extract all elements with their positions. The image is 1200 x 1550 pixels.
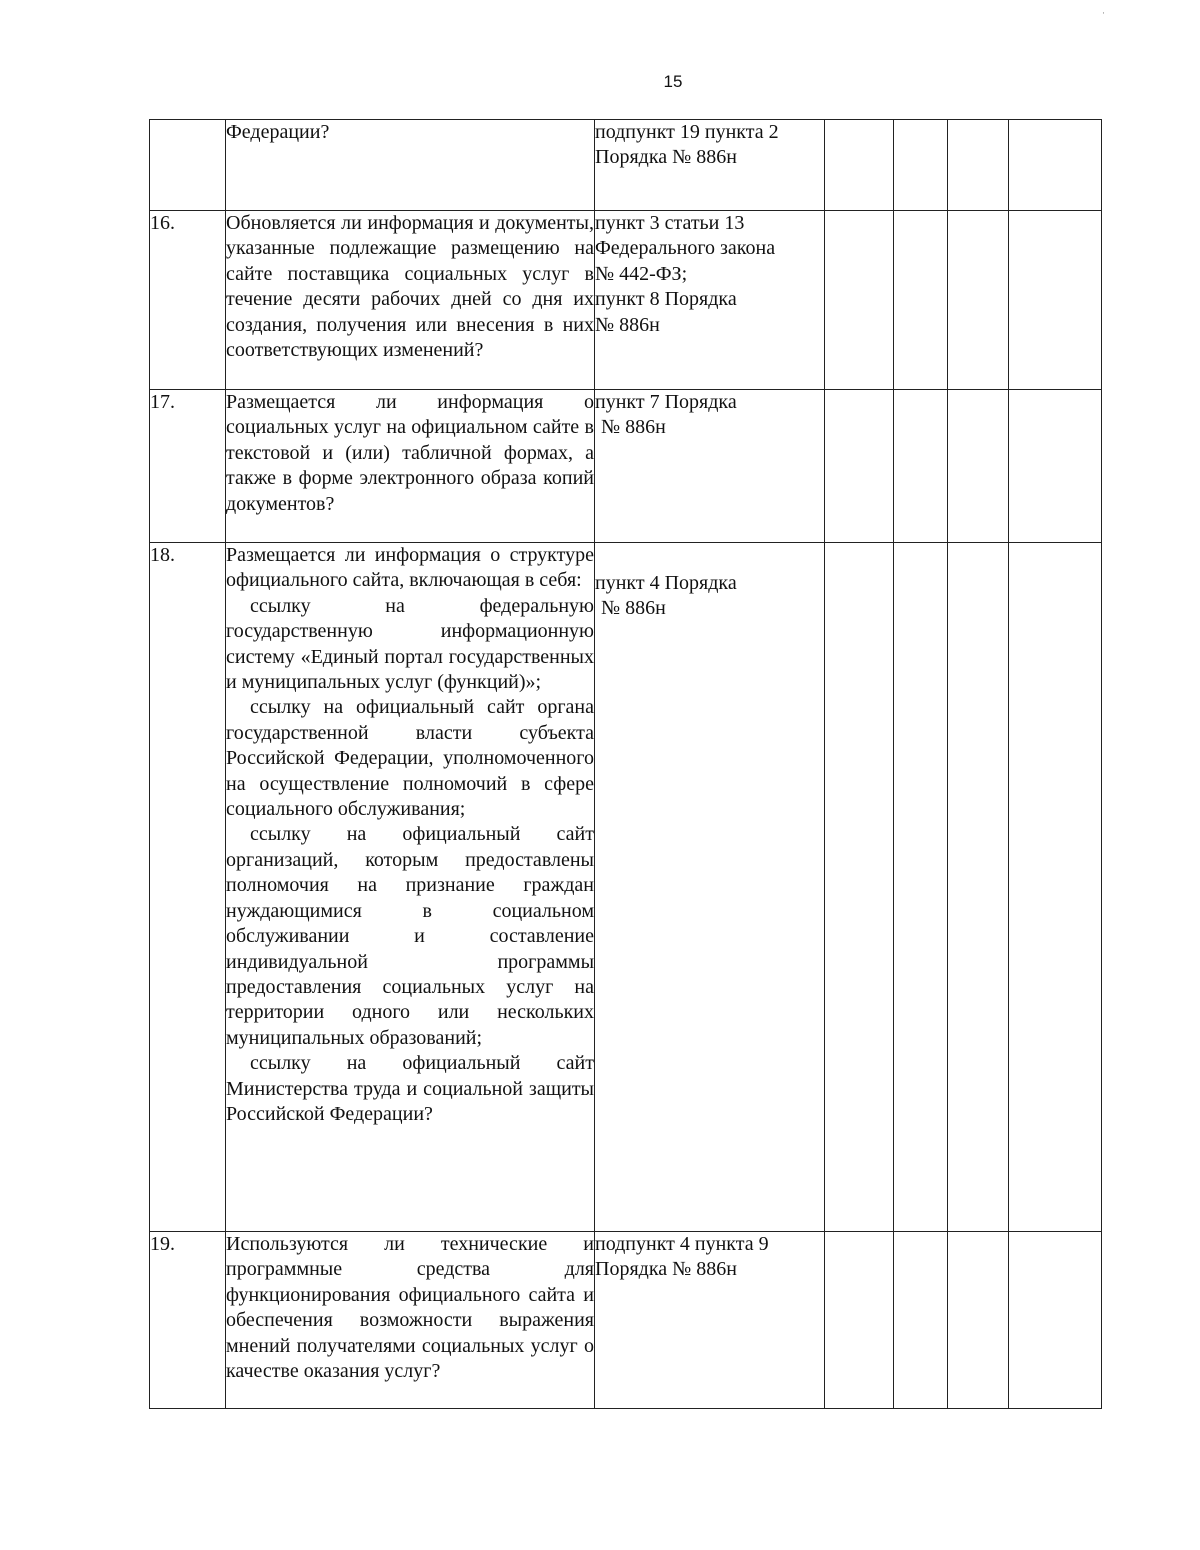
question-text: Используются ли технические и программные средства для функционирования официального сайта и обеспечения возможности выражения мнений получателями социальных услуг о качестве оказания услуг? [226,1233,594,1383]
mark-cell [825,543,894,1232]
mark-cell [894,120,948,211]
reference-line: № 886н [601,597,666,620]
reference-line: Федерального закона [595,237,776,260]
table-row [150,120,1102,211]
question-list-item: ссылку на официальный сайт Министерства труда и социальной защиты Российской Федерации? [226,1052,594,1125]
reference-cell [595,120,825,211]
checklist-table [149,119,1102,1409]
reference-line: Порядка № 886н [595,146,737,169]
question-list-item: ссылку на федеральную государственную информационную систему «Единый портал государственных и муниципальных услуг (функций)»; [226,594,594,694]
mark-cell [825,390,894,543]
question-cell [226,543,595,1232]
mark-cell [948,543,1009,1232]
question-text: Размещается ли информация о социальных услуг на официальном сайте в текстовой и (или) табличной формах, а также в форме электронного образа копий документов? [226,391,594,515]
reference-line: Порядка № 886н [595,1258,737,1281]
table-row [150,211,1102,390]
mark-cell [1009,390,1102,543]
question-list-item: ссылку на официальный сайт организаций, которым предоставлены полномочия на признание граждан нуждающимися в социальном обслуживании и составление индивидуальной программы предоставления социальных услуг на территории одного или нескольких муниципальных образований; [226,823,594,1049]
question-intro: Размещается ли информация о структуре официального сайта, включающая в себя: [226,544,594,592]
mark-cell [894,211,948,390]
question-cell [226,390,595,543]
reference-line: пункт 3 статьи 13 [595,212,745,234]
mark-cell [948,211,1009,390]
mark-cell [948,120,1009,211]
mark-cell [1009,1232,1102,1409]
mark-cell [894,543,948,1232]
question-cell [226,211,595,390]
row-number: 17. [150,390,226,543]
row-number: 16. [150,211,226,390]
reference-line: № 442-ФЗ; [595,262,688,285]
reference-line: пункт 8 Порядка [595,288,737,311]
reference-line: подпункт 19 пункта 2 [595,121,779,143]
reference-line: пункт 4 Порядка [595,572,737,594]
mark-cell [1009,543,1102,1232]
question-list-item: ссылку на официальный сайт органа государственной власти субъекта Российской Федерации, уполномоченного на осуществление полномочий в сфере социального обслуживания; [226,696,594,821]
scan-mark: · [1102,8,1105,18]
reference-cell [595,211,825,390]
table-row [150,1232,1102,1409]
table-row [150,543,1102,1232]
question-cell [226,1232,595,1409]
mark-cell [948,1232,1009,1409]
mark-cell [1009,211,1102,390]
mark-cell [1009,120,1102,211]
table-row [150,390,1102,543]
page-number: 15 [663,72,683,91]
mark-cell [825,211,894,390]
mark-cell [948,390,1009,543]
reference-line: пункт 7 Порядка [595,391,737,413]
mark-cell [825,1232,894,1409]
reference-line: № 886н [601,416,666,439]
mark-cell [825,120,894,211]
reference-line: подпункт 4 пункта 9 [595,1233,769,1255]
mark-cell [894,1232,948,1409]
reference-cell [595,543,825,1232]
row-number: 18. [150,543,226,1232]
question-cell [226,120,595,211]
question-text: Федерации? [226,121,330,143]
row-number: 19. [150,1232,226,1409]
reference-line: № 886н [595,313,660,336]
reference-cell [595,1232,825,1409]
reference-cell [595,390,825,543]
row-number [150,120,226,211]
question-text: Обновляется ли информация и документы, указанные подлежащие размещению на сайте поставщика социальных услуг в течение десяти рабочих дней со дня их создания, получения или внесения в них соответствующих изменений? [226,212,594,362]
mark-cell [894,390,948,543]
